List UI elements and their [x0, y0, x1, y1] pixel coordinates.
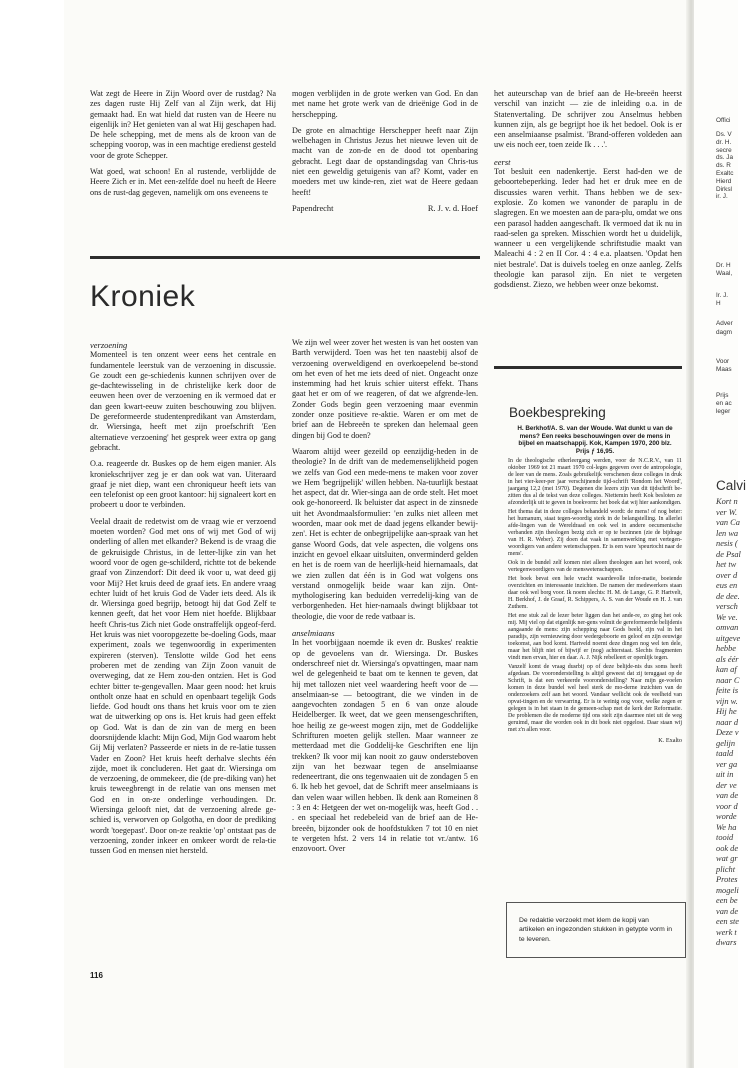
- paragraph: O.a. reageerde dr. Buskes op de hem eigen manier. Als kroniekschrijver zeg je er dan ook wat van. Uiteraard graaf je niet diep, want een chroniqueur heeft iets van een telefonist op een groot kantoor: hij signaleert kort en probeert u door te verbinden.: [90, 459, 276, 510]
- book-citation: H. Berkhof/A. S. van der Woude. Wat dunkt u van de mens? Een reeks beschouwingen over de mens in bijbel en maatschappij. Kok, Kampen 1970, 200 blz. Prijs ƒ 16,95.: [517, 425, 673, 455]
- facing-page-word: Maas: [716, 366, 732, 373]
- facing-page-word: ir. J.: [716, 193, 728, 201]
- paragraph: Tot besluit een nadenkertje. Eerst had-den we de geboortebeperking. Ieder had het er druk mee en de discussies waren verhit. Thans hebben we de sex-explosie. Zo komen we vanonder de paraplu in de slagregen. En we moesten aan de para-plu, omdat we ons een parasol hadden aangeschaft. Ik vermoed dat ik nu in raad-selen ga spreken. Misschien wordt het u duidelijk, wanneer u een vergelijkende schriftstudie maakt van Maleachi 4 : 2 en II Cor. 4 : 4 e.a. plaatsen. 'Opdat hen niet bestrale'. Dat is duivels toeleg en onze aanleg. Zelfs theologie kan parasol zijn. En niet te vergeten godsdienst. Ziezo, we hebben weer onze bekomst.: [494, 167, 682, 290]
- facing-page-word: dwars: [716, 938, 737, 947]
- facing-page-word: tooid: [716, 833, 734, 842]
- facing-page-word: Exaltc: [716, 170, 734, 177]
- facing-page-word: hebbe: [716, 644, 736, 653]
- facing-page-word: ds. R: [716, 162, 731, 170]
- reviewer-signature: K. Exalto: [658, 737, 682, 745]
- facing-page-word: Prijs: [716, 392, 729, 399]
- facing-page-word: eus en: [716, 581, 738, 590]
- facing-page-word: van Ca: [716, 518, 740, 527]
- paragraph: mogen verblijden in de grote werken van God. En dan met name het grote werk van de drieënige God in de herschepping.: [292, 89, 478, 119]
- facing-page-word: dagm: [716, 329, 732, 336]
- facing-page-word: Hij he: [716, 707, 737, 716]
- paragraph: Momenteel is ten onzent weer eens het centrale en fundamentele leerstuk van de verzoening in discussie. Ge zoudt een ge-schiedenis kunnen schrijven over de ge-dachtewisseling in de christelijke kerk door de eeuwen heen over de verzoening en ik vermoed dat er dan geen kwart-eeuw zuiten beschouwing zou blijven. De gereformeerde studentenpredikant van Amsterdam, dr. Wiersinga, heeft met zijn proefschrift 'Een alternatieve verzoening' het gesprek weer extra op gang gebracht.: [90, 350, 276, 452]
- facing-page-word: Voor: [716, 358, 730, 365]
- facing-page-word: uitgeve: [716, 633, 741, 643]
- paragraph: Waarom altijd weer gezeild op eenzijdig-heden in de theologie? In de drift van de medemenselijkheid pogen we zelfs van God een mede-mens te maken voor zover we Hem 'begrijpelijk' willen hebben. Na-tuurlijk bestaat het aspect, dat dr. Wier-singa aan de orde stelt. Het moet ook ge-honoreerd. Ik beluister dat aspect in de zinsnede uit het Avondmaalsformulier: 'en zulks niet alleen met woorden, maar ook met de daad jegens elkander bewij-zen'. Het is echter de onbegrijpelijke aan-spraak van het ganse Woord Gods, dat vele aspecten, die volgens ons inzicht en gevoel elkaar uitsluiten, onverminderd gelden en het is de roem van de heerlijk-heid hiernamaals, dat we zien zullen dat één is in God wat volgens ons verstand onmogelijk beide waar kan zijn. Ont-mythologisering kan beduiden verredelij-king van de verborgenheden. Het hier-namaals dwingt blijkbaar tot theologie, die voor de rede vatbaar is.: [292, 446, 478, 621]
- section-title-boekbespreking: Boekbespreking: [509, 405, 606, 420]
- top-column-3: [494, 89, 682, 365]
- facing-page-word: als éér: [716, 654, 739, 664]
- facing-page-word: van de: [716, 791, 739, 800]
- facing-page-word: Ir. J.: [716, 292, 729, 299]
- facing-page-word: naar d: [716, 717, 739, 727]
- facing-page-word: secre: [716, 146, 732, 154]
- facing-page-word: werk t: [716, 927, 737, 937]
- paragraph: In de theologische etherleergang werden, voor de N.C.R.V., van 11 oktober 1969 tot 21 maart 1970 col-leges gegeven over de antropologie, de leer van de mens. Zoals gebruikelijk verschenen deze colleges in druk in het vier-keer-per jaar verschijnende tijd-schrift 'Rondom het Woord', jaargang 12,2 (mei 1970). Degenen die lezers zijn van dit tijdschrift be-zitten dus al de tekst van deze colleges. Niettemin heeft Kok besloten ze afzonderlijk uit te geven in boekvorm: het boek dat wij hier aankondigen.: [508, 458, 682, 507]
- section-subheading: eerst: [494, 156, 511, 167]
- facing-page-word: leger: [716, 408, 731, 415]
- facing-page-word: omvan: [716, 623, 739, 632]
- paragraph: De grote en almachtige Herschepper heeft naar Zijn welbehagen in Christus Jezus het nieuwe leven uit de macht van de zon-de en de dood tot openbaring gebracht. Legt daar de opstandingsdag van Chris-tus niet een geweldig getuigenis van af? Komt, vader en moeders met uw kinde-ren, ziet wat de Heere gedaan heeft!: [292, 125, 478, 197]
- kroniek-column-2: [292, 338, 478, 958]
- facing-page-word: H: [716, 300, 721, 307]
- facing-page-word: gelijn: [716, 738, 736, 748]
- paragraph: Vanzelf komt de vraag dusrbij op of deze belijde-nis dus soms heeft afgedaan. De vooronderstelling is altijd geweest dat zij teruggaat op de Schrift, is dat een verkeerde vooronderstelling? Naar mijn ge-voelen komen in deze bundel wel heel sterk de mo-derne inzichten van de onderzoekers zelf aan het woord. Vandaar wellicht ook de veelheid van opvat-tingen en de verwarring. Er is te weinig oog voor, welke zegen er gelegen is in het staan in de gemeen-schap met de kerk der Reformatie. De problemen die de moderne tijd ons stelt zijn daarmee niet uit de weg geruimd, maar die worden ook in dit boek niet opgelost. Daar staan wij met z'n allen voor.: [508, 664, 682, 734]
- facing-page-word: Deze v: [716, 728, 739, 737]
- facing-page-word: Adver: [716, 320, 733, 327]
- facing-page-word: ook de: [716, 843, 739, 853]
- facing-page-word: kan af: [716, 665, 737, 674]
- paragraph: Ook in de bundel zelf komen niet alleen theologen aan het woord, ook vertegenwoordigers van de menswetenschappen.: [508, 560, 682, 574]
- paragraph: Wat zegt de Heere in Zijn Woord over de rustdag? Na zes dagen ruste Hij Zelf van al Zijn werk, dat Hij gemaakt had. En wat hield dat rusten van de Heere nu eigenlijk in? Het genieten van al wat Hij geschapen had. De hele schepping, met de mens als de kroon van de schepping voorop, was in een machtige eredienst gesteld voor de grote Schepper.: [90, 89, 276, 160]
- facing-page-word: de Psal: [716, 549, 741, 559]
- section-title-kroniek: Kroniek: [90, 280, 196, 313]
- facing-page-word: dr. H.: [716, 138, 732, 146]
- section-subheading: anselmiaans: [292, 628, 335, 639]
- facing-page-word: Protes: [716, 875, 738, 884]
- facing-page-word: Dr. H: [716, 262, 731, 269]
- facing-page-word: Dirksl: [716, 185, 732, 193]
- facing-page-title: Calvi: [716, 478, 746, 493]
- signature-place: Papendrecht: [292, 203, 334, 213]
- paragraph: het auteurschap van de brief aan de He-breeën heerst verschil van inzicht — zie de inleiding o.a. in de Statenvertaling. De schrijver zou Anselmus hebben kunnen zijn, als ge begrijpt hoe ik het bedoel. Ook is er een anselmiaanse psalmist. 'Brand-offeren voldeden aan uw eis noch eer, toen zeide Ik . . .'.: [494, 89, 682, 150]
- signature-name: R. J. v. d. Hoef: [427, 203, 478, 213]
- facing-page-word: en ac: [716, 400, 732, 407]
- paragraph: Het thema dat in deze colleges behandeld wordt: de mens! of nog beter: het humanum, staat tegen-woordig sterk in de belangstelling. In allerlei afde-lingen van de Wereldraad en ook wel in andere oecumenische verbanden zijn theologen bezig zich er op te bezinnen (zie de bijdrage van H. R. Weber). Zij doen dat vaak in samenwerking met vertegen-woordigers van andere wetenschappen. Er is een ware 'speurtocht naar de mens'.: [508, 509, 682, 558]
- facing-page-word: van de: [716, 906, 739, 916]
- facing-page-word: wat gr: [716, 854, 738, 863]
- facing-page-word: mogeli: [716, 885, 739, 895]
- paragraph: Wat goed, wat schoon! En al rustende, verblijdde de Heere Zich er in. Met een-zelfde doel nu heeft de Heere ons de rust-dag gegeven, namelijk om ons eveneens te: [90, 167, 276, 197]
- section-rule: [494, 366, 682, 369]
- facing-page-word: Hierd: [716, 177, 732, 185]
- facing-page-word: worde: [716, 812, 737, 821]
- facing-page-word: ver ga: [716, 759, 738, 769]
- facing-page-word: We ha: [716, 822, 737, 832]
- kroniek-column-1: [90, 338, 276, 968]
- facing-page-word: der ve: [716, 780, 737, 790]
- top-column-1: [90, 89, 276, 259]
- paragraph: Het ene stuk zal de lezer beter liggen dan het ande-re, zo ging het ook mij. Mij viel op dat eigenlijk ner-gens volmit de gereformeerde belijdenis aangaande de mens: zijn schepping naar Gods beeld, zijn val in het paradijs, zijn vernieuwing door wedergeboorte en geloof en zijn eeuwige toekomst, aan bod komt. Hartveld noemt deze dingen nog wel ten dele, maar het blijft niet of bijwijf er (nog) achterstaat. Slechts fragmenten vindt men ervan, hier en daar. A. J. Nijk rebelleert er openlijk tegen.: [508, 613, 682, 662]
- boekbespreking-column: [508, 425, 682, 885]
- section-rule: [90, 256, 480, 259]
- paragraph: In het voorbijgaan noemde ik even dr. Buskes' reaktie op de gevoelens van dr. Wiersinga. Dr. Buskes onderschreef niet dr. Wiersinga's opvattingen, maar nam wel de gelegenheid te baat om te kennen te geven, dat hij met tallozen niet veel waardering heeft voor de — anselmiaan-se — betoogtrant, die we vinden in de aangevochten zondagen 5 en 6 van onze aloude Heidelberger. Ik weet, dat we geen mensengeschriften, hoe heilig ze ge-weest mogen zijn, met de Goddelijke Schrifturen moeten gelijk stellen. Maar wanneer ze metterdaad met die Goddelij-ke Geschriften ene lijn trekken? Ik voor mij kan nooit zo gauw ondersteboven zijn van het bezwaar tegen de anselmiaanse redeneertrant, die ons tegenwaaien uit de zondagen 5 en 6. Ik heb het gevoel, dat de Schrift meer anselmiaans is dan velen waar willen hebben. Ik denk aan Romeinen 8 : 3 en 4: Hetgeen der wet on-mogelijk was, heeft God . . . en speciaal het redebeleid van de brief aan de He-breeën, bijzonder ook de hoofdstukken 7 tot 10 en niet te vergeten hfst. 2 vers 14 in relatie tot vr./antw. 16 enzovoort. Over: [292, 638, 478, 854]
- facing-page-word: uit in: [716, 770, 734, 779]
- facing-page-word: de dee.: [716, 591, 740, 601]
- facing-page-word: plicht: [716, 864, 736, 874]
- facing-page-word: een ste: [716, 917, 740, 926]
- editorial-notice-box: De redaktie verzoekt met klem de kopij van artikelen en ingezonden stukken in getypte vorm in te leveren.: [506, 902, 686, 958]
- section-subheading: verzoening: [90, 340, 128, 350]
- facing-page-word: naar C: [716, 675, 740, 685]
- facing-page-word: versch: [716, 602, 738, 611]
- facing-page-word: een be: [716, 896, 738, 905]
- paragraph: We zijn wel weer zover het westen is van het oosten van Barth verwijderd. Toen was het ten naastebij alsof de verzoening overweldigend en overkoepelend be-stond om het even of het me iets deed of niet. Ongeacht onze instemming had het kruis schier uiterst effekt. Thans gaat het er om of we reageren, of dat we afgrende-len. Zonder Gods begin geen verzoening maar evenmin zonder onze positieve re-aktie. Waren er om met de brief aan de Hebreeën te spreken dan helemaal geen dingen bij God te doen?: [292, 338, 478, 440]
- facing-page-word: het tw: [716, 560, 737, 569]
- facing-page-word: Ds. V: [716, 131, 732, 138]
- paragraph: Veelal draait de redetwist om de vraag wie er verzoend moeten worden? God met ons of wij met God of wij onderling of allen met elkander? Bekend is de vraag die de gekruisigde Christus, in de letter-lijke zin van het woord voor de ogen ge-schilderd, richtte tot de bekende graaf von Zinzendorf: Dit deed ik voor u, wat deed gij voor Mij? Het kruis deed de graaf iets. En andere vraag echter luidt of het kruis God de Vader iets deed. Als ik dr. Wiersinga goed begrijp, betoogt hij dat God Zelf te kennen geeft, dat het voor Hem niet hoefde. Blijkbaar heeft Chris-tus Zich niet Gode onstraffelijk opgeof-ferd. Het kruis was niet vooropgezette be-doeling Gods, maar experiment, zoals we tegenwoordig in experimenten expireren (sterven). Tenslotte wilde God het eens proberen met de zending van Zijn Zoon vanuit de overweging, dat ze Hem zou-den ontzien. Het is God echter bitter te-gengevallen. Maar geen nood: het kruis ontholt onze haat en schuld en openbaart tegelijk Gods liefde. God houdt ons thans het kruis voor om te zien wat de uitwerking op ons is. Het kruis had geen effekt op God. Wat is dan de zin van de merg en been doorsnijdende klacht: Mijn God, Mijn God waarom hebt Gij Mij verlaten? Passeerde er niets in de re-latie tussen Vader en Zoon? Het kruis heeft derhalve slechts één zijde, moet ik concluderen. Het gaat dr. Wiersinga om de verzoening, de ommekeer, die (de pre-diking van) het kruis teweegbrengt in de relatie van ons mensen met God en in on-ze onderlinge verhoudingen. Dr. Wiersinga gelooft niet, dat de verzoening alrede ge-schied is, verworven op Golgotha, en door de prediking wordt 'toegepast'. Door on-ze reaktie 'op' ontstaat pas de verzoening, zonder inkeer en omkeer wordt de rela-tie tussen God en mensen niet hersteld.: [90, 516, 276, 856]
- facing-page-word: Offici: [716, 117, 731, 124]
- facing-page-word: ver W.: [716, 507, 738, 517]
- facing-page-word: We ve.: [716, 612, 738, 622]
- facing-page-word: voor d: [716, 801, 738, 811]
- page-number: 116: [90, 971, 103, 980]
- facing-page-word: vijn w.: [716, 696, 738, 706]
- review-body: [508, 458, 682, 734]
- facing-page-word: over d: [716, 570, 738, 580]
- facing-page-word: taald: [716, 749, 734, 758]
- facing-page-word: len wa: [716, 528, 739, 538]
- author-signature: [292, 204, 478, 214]
- facing-page-word: Waal,: [716, 270, 733, 277]
- top-column-2: [292, 89, 478, 259]
- facing-page-word: ds. Ja: [716, 154, 734, 162]
- paragraph: Het boek bevat een hele vracht waardevolle infor-matie, boeiende overzichten en interessante inzichten. De namen der medewerkers staan daar ook wel borg voor. Ik noem slechts: H. M. de Lange, G. P. Hartvelt, H. Berkhof, J. de Graaf, R. Schippers, A. S. van der Woude en H. J. van Zuthem.: [508, 576, 682, 611]
- facing-page-word: feite is: [716, 686, 739, 695]
- facing-page-word: Kort n: [716, 497, 738, 506]
- facing-page-word: nesis (: [716, 539, 738, 548]
